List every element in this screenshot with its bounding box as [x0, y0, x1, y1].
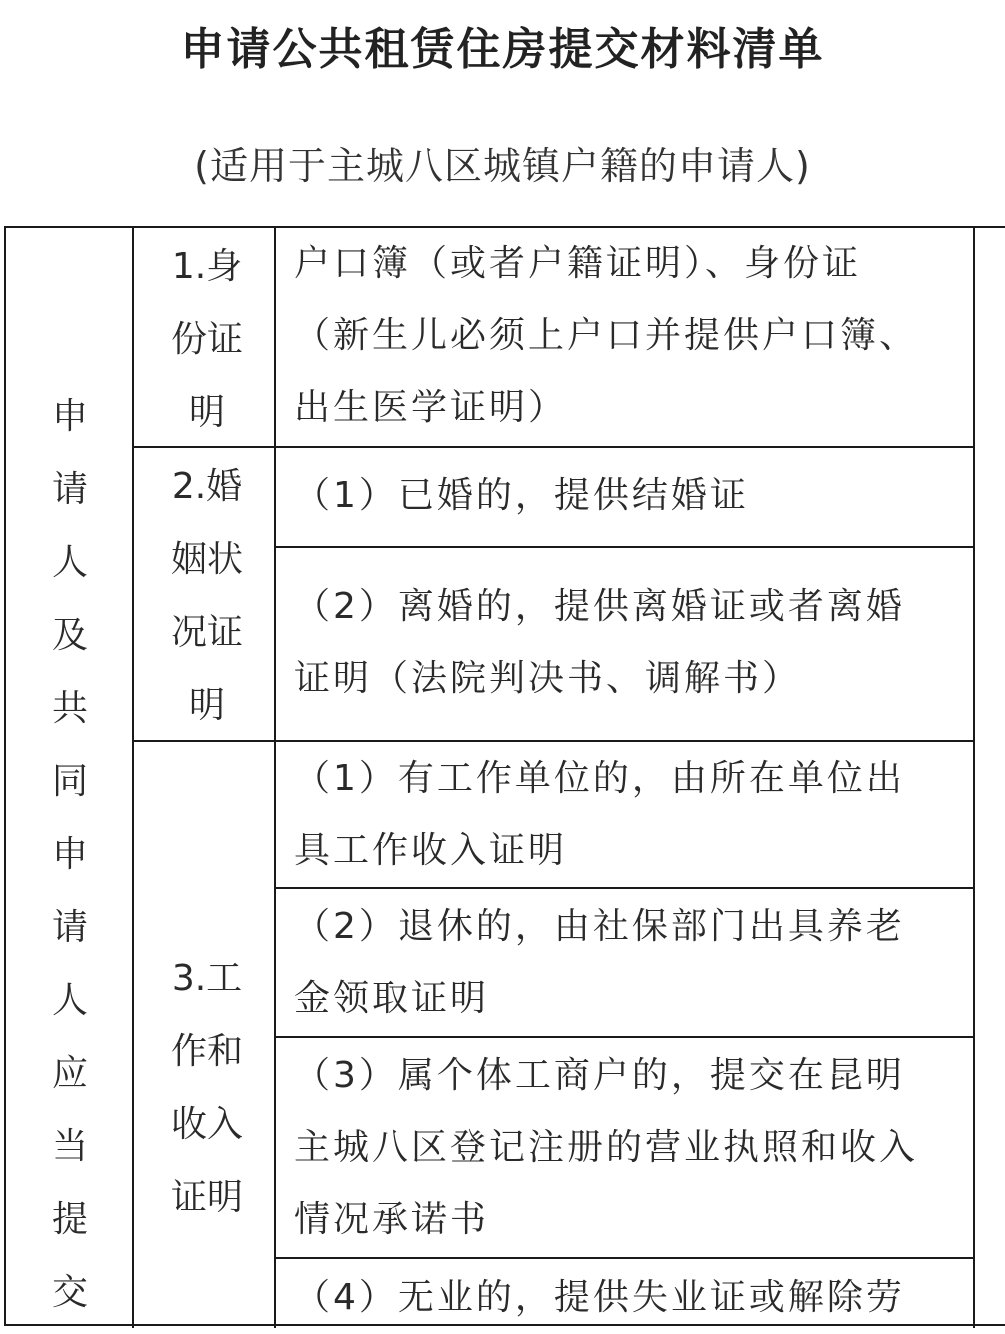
category-line: 明 — [188, 685, 225, 726]
item-line: （3）属个体工商户的，提交在昆明 — [294, 1055, 905, 1096]
header-char: 应 — [51, 1053, 88, 1094]
header-char: 人 — [51, 980, 88, 1021]
materials-table — [4, 226, 1005, 1326]
category-line: 2.婚 — [171, 466, 243, 507]
item-id-docs — [294, 228, 918, 444]
row-divider-item — [274, 887, 975, 889]
item-married — [294, 460, 749, 532]
item-line: （1）已婚的，提供结婚证 — [294, 475, 749, 516]
category-id-proof — [136, 230, 278, 449]
item-line: 具工作收入证明 — [294, 830, 568, 871]
category-line: 况证 — [170, 612, 243, 653]
header-char: 提 — [51, 1199, 88, 1240]
page-subtitle: (适用于主城八区城镇户籍的申请人) — [194, 144, 811, 188]
header-char: 当 — [51, 1126, 88, 1167]
item-line: 金领取证明 — [294, 978, 490, 1019]
header-char: 及 — [51, 615, 88, 656]
item-line: （1）有工作单位的，由所在单位出 — [294, 758, 905, 799]
header-char: 人 — [51, 542, 88, 583]
column-divider-3 — [973, 228, 975, 1328]
category-line: 收入 — [170, 1104, 243, 1145]
category-line: 份证 — [170, 319, 243, 360]
item-line: 户口簿（或者户籍证明）、身份证 — [294, 243, 862, 284]
item-retired — [294, 891, 905, 1035]
row-divider-item — [274, 546, 975, 548]
header-char: 共 — [51, 688, 88, 729]
header-char: 请 — [51, 469, 88, 510]
header-char: 同 — [51, 761, 88, 802]
header-char: 请 — [51, 907, 88, 948]
item-unemployed — [294, 1262, 905, 1334]
item-self-employed — [294, 1040, 918, 1256]
item-line: （新生儿必须上户口并提供户口簿、 — [294, 315, 919, 356]
item-employed — [294, 743, 905, 887]
category-line: 明 — [188, 392, 225, 433]
applicant-header — [6, 380, 134, 1329]
category-marriage-proof — [136, 450, 278, 742]
page-title: 申请公共租赁住房提交材料清单 — [180, 24, 825, 75]
category-line: 1.身 — [171, 246, 243, 287]
category-line: 作和 — [170, 1031, 243, 1072]
item-divorced — [294, 571, 905, 715]
item-line: 主城八区登记注册的营业执照和收入 — [294, 1127, 919, 1168]
item-line: （4）无业的，提供失业证或解除劳 — [294, 1277, 905, 1318]
item-line: 证明（法院判决书、调解书） — [294, 658, 802, 699]
category-income-proof — [136, 942, 278, 1234]
category-line: 证明 — [170, 1177, 243, 1218]
header-char: 交 — [51, 1272, 88, 1313]
item-line: 情况承诺书 — [294, 1199, 490, 1240]
item-line: （2）退休的，由社保部门出具养老 — [294, 906, 905, 947]
category-line: 姻状 — [170, 539, 243, 580]
header-char: 申 — [51, 834, 88, 875]
category-line: 3.工 — [171, 958, 243, 999]
header-char: 申 — [51, 396, 88, 437]
row-divider-item — [274, 1257, 975, 1259]
item-line: （2）离婚的，提供离婚证或者离婚 — [294, 586, 905, 627]
row-divider-item — [274, 1036, 975, 1038]
item-line: 出生医学证明） — [294, 387, 568, 428]
